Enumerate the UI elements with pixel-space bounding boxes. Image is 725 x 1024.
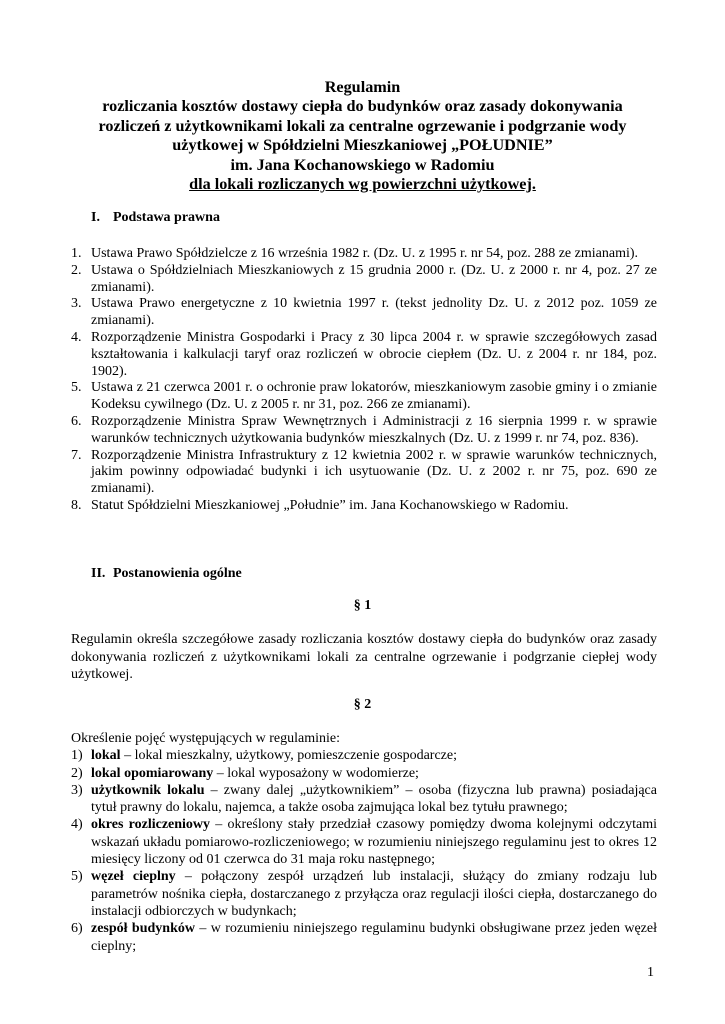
definitions-intro: Określenie pojęć występujących w regulaminie: — [71, 731, 341, 746]
definition-text: – zwany dalej „użytkownikiem” – osoba (fizyczna lub prawna) posiadająca tytuł prawny do lokalu, najemca, a także osoba zajmująca lokal bez tytułu prawnego; — [91, 782, 657, 816]
paragraph-2-sign: § 2 — [353, 697, 372, 712]
title-line-3: rozliczeń z użytkownikami lokali za centralne ogrzewanie i podgrzanie wody — [98, 116, 627, 135]
definition-item — [71, 765, 657, 782]
list-item-number: 4. — [71, 329, 82, 345]
list-item-text: Ustawa o Spółdzielniach Mieszkaniowych z 15 grudnia 2000 r. (Dz. U. z 2000 r. nr 4, poz. 27 ze zmianami). — [91, 262, 657, 295]
definition-number: 3) — [71, 782, 83, 798]
definition-text: – połączony zespół urządzeń lub instalacji, służący do zmiany rodzaju lub parametrów nośnika ciepła, dostarczanego z przyłącza oraz regulacji ilości ciepła, dostarczanego do instalacji odbiorczych w budynkach; — [91, 869, 657, 919]
list-item-text: Ustawa z 21 czerwca 2001 r. o ochronie praw lokatorów, mieszkaniowym zasobie gminy i o zmianie Kodeksu cywilnego (Dz. U. z 2005 r. nr 31, poz. 266 ze zmianami). — [91, 380, 657, 413]
list-item-text: Rozporządzenie Ministra Spraw Wewnętrznych i Administracji z 16 sierpnia 1999 r. w sprawie warunków technicznych użytkowania budynków mieszkalnych (Dz. U. z 1999 r. nr 74, poz. 836). — [91, 413, 657, 446]
definition-text: – w rozumieniu niniejszego regulaminu budynki obsługiwane przez jeden węzeł cieplny; — [91, 921, 657, 954]
list-item-text: Ustawa Prawo energetyczne z 10 kwietnia 1997 r. (tekst jednolity Dz. U. z 2012 poz. 1059 ze zmianami). — [91, 296, 657, 329]
list-item — [71, 414, 657, 448]
definition-text: – lokal wyposażony w wodomierze; — [213, 765, 419, 781]
list-item — [71, 498, 657, 515]
definition-term: zespół budynków — [91, 921, 195, 937]
definition-item — [71, 747, 657, 764]
document-title — [40, 78, 685, 194]
title-line-6: dla lokali rozliczanych wg powierzchni użytkowej. — [189, 175, 536, 194]
list-item — [71, 448, 657, 498]
definition-item — [71, 816, 657, 868]
list-item-number: 7. — [71, 447, 82, 463]
definition-term: okres rozliczeniowy — [91, 817, 211, 833]
paragraph-1-text: Regulamin określa szczegółowe zasady rozliczania kosztów dostawy ciepła do budynków oraz zasady dokonywania rozliczeń z użytkownikami lokali za centralne ogrzewanie i podgrzanie ciepłej wody użytkowej. — [71, 632, 657, 682]
title-line-4: użytkowej w Spółdzielni Mieszkaniowej „POŁUDNIE” — [172, 136, 553, 155]
definition-text: – lokal mieszkalny, użytkowy, pomieszczenie gospodarcze; — [120, 748, 457, 764]
definition-number: 5) — [71, 869, 83, 885]
section-2-number: II. — [91, 566, 106, 581]
definition-number: 4) — [71, 817, 83, 833]
title-line-5: im. Jana Kochanowskiego w Radomiu — [230, 155, 495, 174]
list-item-number: 5. — [71, 380, 82, 396]
definition-term: lokal opomiarowany — [91, 765, 214, 781]
legal-basis-list — [71, 246, 657, 515]
title-line-1: Regulamin — [324, 78, 401, 96]
section-2-title: Postanowienia ogólne — [113, 566, 242, 581]
definition-number: 2) — [71, 765, 83, 781]
section-1-heading — [91, 210, 220, 226]
list-item — [71, 330, 657, 380]
list-item-number: 8. — [71, 497, 82, 513]
list-item-text: Statut Spółdzielni Mieszkaniowej „Południe” im. Jana Kochanowskiego w Radomiu. — [91, 497, 569, 513]
definition-text: – określony stały przedział czasowy pomiędzy dwoma kolejnymi odczytami wskazań układu pomiarowo-rozliczeniowego; w rozumieniu niniejszego regulaminu jest to okres 12 miesięcy liczony od 01 czerwca do 31 maja roku następnego; — [91, 817, 657, 868]
definition-item — [71, 868, 657, 920]
title-line-2: rozliczania kosztów dostawy ciepła do budynków oraz zasady dokonywania — [102, 97, 623, 116]
list-item — [71, 380, 657, 414]
definition-number: 6) — [71, 921, 83, 937]
list-item-number: 1. — [71, 246, 82, 261]
paragraph-1-sign: § 1 — [353, 598, 372, 613]
section-2-heading — [91, 566, 242, 582]
definition-term: węzeł cieplny — [91, 869, 176, 885]
list-item — [71, 296, 657, 330]
list-item-text: Rozporządzenie Ministra Infrastruktury z 12 kwietnia 2002 r. w sprawie warunków technicznych, jakim powinny odpowiadać budynki i ich usytuowanie (Dz. U. z 2002 r. nr 75, poz. 690 ze zmianami). — [91, 447, 657, 497]
list-item-text: Rozporządzenie Ministra Gospodarki i Pracy z 30 lipca 2004 r. w sprawie szczegółowych zasad kształtowania i kalkulacji taryf oraz rozliczeń w obrocie ciepłem (Dz. U. z 2004 r. nr 184, poz. 1902). — [91, 329, 657, 379]
definition-item — [71, 920, 657, 955]
list-item-text: Ustawa Prawo Spółdzielcze z 16 września 1982 r. (Dz. U. z 1995 r. nr 54, poz. 288 ze zmianami). — [91, 246, 639, 261]
list-item — [71, 263, 657, 297]
list-item-number: 3. — [71, 296, 82, 312]
definition-term: użytkownik lokalu — [91, 782, 205, 798]
list-item-number: 2. — [71, 262, 82, 278]
list-item — [71, 246, 657, 263]
definition-item — [71, 782, 657, 817]
section-1-number: I. — [91, 210, 100, 225]
section-1-title: Podstawa prawna — [113, 210, 220, 225]
definition-number: 1) — [71, 748, 83, 764]
definition-term: lokal — [91, 748, 121, 764]
list-item-number: 6. — [71, 413, 82, 429]
page-number: 1 — [647, 965, 654, 980]
definitions-list — [71, 730, 657, 955]
